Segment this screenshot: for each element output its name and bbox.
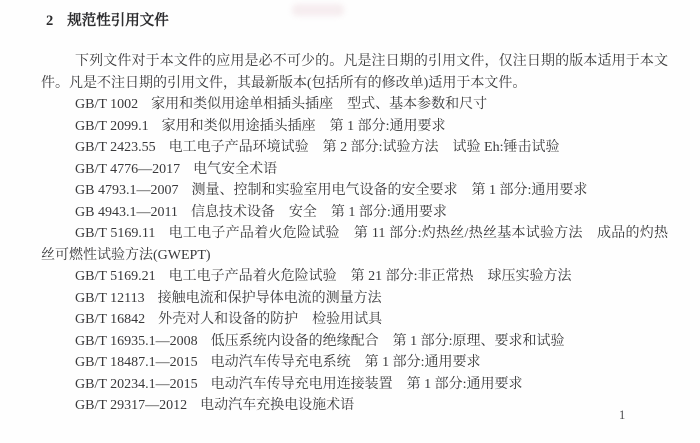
reference-code: GB/T 2423.55 <box>75 140 156 155</box>
reference-title: 外壳对人和设备的防护 检验用试具 <box>158 312 383 327</box>
reference-title: 电工电子产品着火危险试验 第 11 部分:灼热丝/热丝基本试验方法 成品的灼热丝可燃性试验方法(GWEPT) <box>41 226 668 263</box>
reference-item <box>41 202 668 224</box>
reference-code: GB/T 5169.21 <box>75 269 156 284</box>
reference-code: GB/T 18487.1—2015 <box>75 355 198 370</box>
reference-item <box>41 395 668 417</box>
reference-code: GB/T 5169.11 <box>75 226 156 241</box>
reference-item <box>41 159 668 181</box>
section-title: 规范性引用文件 <box>67 13 169 29</box>
page-content <box>41 0 668 417</box>
reference-item <box>41 331 668 353</box>
reference-title: 接触电流和保护导体电流的测量方法 <box>157 290 382 306</box>
reference-item <box>41 266 668 288</box>
reference-item <box>41 137 668 159</box>
reference-item <box>41 94 668 116</box>
reference-title: 家用和类似用途单相插头插座 型式、基本参数和尺寸 <box>151 97 488 112</box>
reference-code: GB/T 20234.1—2015 <box>75 376 198 392</box>
reference-title: 测量、控制和实验室用电气设备的安全要求 第 1 部分:通用要求 <box>191 183 588 198</box>
reference-title: 电动汽车传导充电用连接装置 第 1 部分:通用要求 <box>210 376 523 392</box>
reference-title: 电动汽车传导充电系统 第 1 部分:通用要求 <box>210 355 481 370</box>
reference-item <box>41 288 668 310</box>
reference-item <box>41 309 668 331</box>
reference-code: GB 4943.1—2011 <box>75 204 178 220</box>
section-heading <box>46 11 668 31</box>
reference-title: 低压系统内设备的绝缘配合 第 1 部分:原理、要求和试验 <box>210 333 565 349</box>
section-number: 2 <box>46 13 54 29</box>
reference-title: 电工电子产品着火危险试验 第 21 部分:非正常热 球压实验方法 <box>168 269 572 284</box>
reference-item <box>41 223 668 266</box>
intro-paragraph: 下列文件对于本文件的应用是必不可少的。凡是注日期的引用文件，仅注日期的版本适用于本文件。凡是不注日期的引用文件，其最新版本(包括所有的修改单)适用于本文件。 <box>41 54 668 91</box>
reference-item <box>41 116 668 138</box>
reference-title: 电动汽车充换电设施术语 <box>200 398 355 413</box>
reference-list <box>41 94 668 417</box>
reference-code: GB 4793.1—2007 <box>75 183 179 198</box>
reference-code: GB/T 2099.1 <box>75 118 149 134</box>
page-number: 1 <box>619 408 626 422</box>
reference-code: GB/T 1002 <box>75 97 139 112</box>
reference-item <box>41 374 668 396</box>
reference-title: 信息技术设备 安全 第 1 部分:通用要求 <box>190 204 447 220</box>
reference-title: 家用和类似用途插头插座 第 1 部分:通用要求 <box>161 118 446 134</box>
reference-code: GB/T 12113 <box>75 290 145 306</box>
reference-code: GB/T 16842 <box>75 312 146 327</box>
reference-code: GB/T 29317—2012 <box>75 398 188 413</box>
reference-title: 电气安全术语 <box>193 161 278 177</box>
reference-item <box>41 352 668 374</box>
reference-item <box>41 180 668 202</box>
reference-title: 电工电子产品环境试验 第 2 部分:试验方法 试验 Eh:锤击试验 <box>168 140 560 155</box>
reference-code: GB/T 16935.1—2008 <box>75 333 198 349</box>
reference-code: GB/T 4776—2017 <box>75 161 181 177</box>
